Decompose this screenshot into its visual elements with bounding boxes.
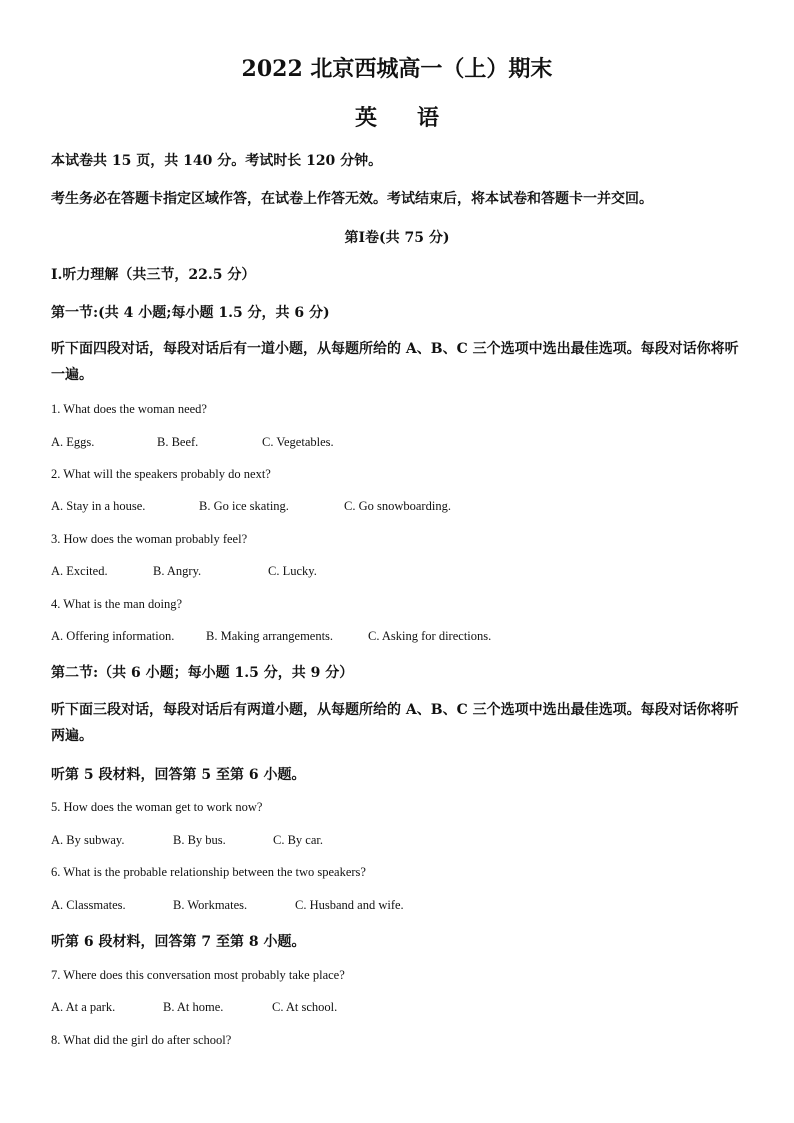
material-5-heading: 听第 5 段材料，回答第 5 至第 6 小题。 [51, 767, 306, 783]
question-3: 3. How does the woman probably feel? [51, 532, 248, 546]
q5-option-b: B. By bus. [173, 833, 226, 847]
section1-title: 第一节:(共 4 小题;每小题 1.5 分，共 6 分) [51, 305, 330, 321]
question-2: 2. What will the speakers probably do next? [51, 467, 271, 481]
question-8: 8. What did the girl do after school? [51, 1033, 232, 1047]
exam-title: 2022 北京西城高一（上）期末 [241, 56, 553, 82]
q2-option-b: B. Go ice skating. [199, 499, 289, 513]
q3-option-c: C. Lucky. [268, 564, 317, 578]
q5-option-a: A. By subway. [51, 833, 125, 847]
q7-option-c: C. At school. [272, 1000, 338, 1014]
part1-title: Ⅰ.听力理解（共三节，22.5 分） [51, 267, 256, 283]
q1-option-a: A. Eggs. [51, 435, 95, 449]
question-1: 1. What does the woman need? [51, 402, 207, 416]
q3-option-b: B. Angry. [153, 564, 202, 578]
q7-option-a: A. At a park. [51, 1000, 116, 1014]
material-6-heading: 听第 6 段材料，回答第 7 至第 8 小题。 [51, 934, 306, 950]
q5-option-c: C. By car. [273, 833, 323, 847]
q4-option-a: A. Offering information. [51, 629, 175, 643]
q6-option-b: B. Workmates. [173, 898, 248, 912]
question-4: 4. What is the man doing? [51, 597, 182, 611]
q6-option-c: C. Husband and wife. [295, 898, 404, 912]
question-7: 7. Where does this conversation most probably take place? [51, 968, 345, 982]
question-5: 5. How does the woman get to work now? [51, 800, 263, 814]
q4-option-b: B. Making arrangements. [206, 629, 334, 643]
q7-option-b: B. At home. [163, 1000, 224, 1014]
volume-heading: 第Ⅰ卷(共 75 分) [344, 230, 450, 246]
section2-instructions: 听下面三段对话，每段对话后有两道小题，从每题所给的 A、B、C 三个选项中选出最佳选项。每段对话你将听两遍。 [51, 702, 739, 744]
q4-option-c: C. Asking for directions. [368, 629, 492, 643]
section1-instructions: 听下面四段对话，每段对话后有一道小题，从每题所给的 A、B、C 三个选项中选出最佳选项。每段对话你将听一遍。 [51, 341, 739, 383]
section2-title: 第二节:（共 6 小题；每小题 1.5 分，共 9 分） [51, 665, 354, 681]
q1-option-b: B. Beef. [157, 435, 199, 449]
q6-option-a: A. Classmates. [51, 898, 126, 912]
subject-title: 英语 [354, 105, 479, 131]
intro-line-2: 考生务必在答题卡指定区域作答，在试卷上作答无效。考试结束后，将本试卷和答题卡一并交回。 [51, 191, 653, 207]
q1-option-c: C. Vegetables. [262, 435, 334, 449]
q2-option-a: A. Stay in a house. [51, 499, 146, 513]
intro-line-1: 本试卷共 15 页，共 140 分。考试时长 120 分钟。 [51, 153, 383, 169]
q3-option-a: A. Excited. [51, 564, 108, 578]
q2-option-c: C. Go snowboarding. [344, 499, 451, 513]
question-6: 6. What is the probable relationship between the two speakers? [51, 865, 366, 879]
